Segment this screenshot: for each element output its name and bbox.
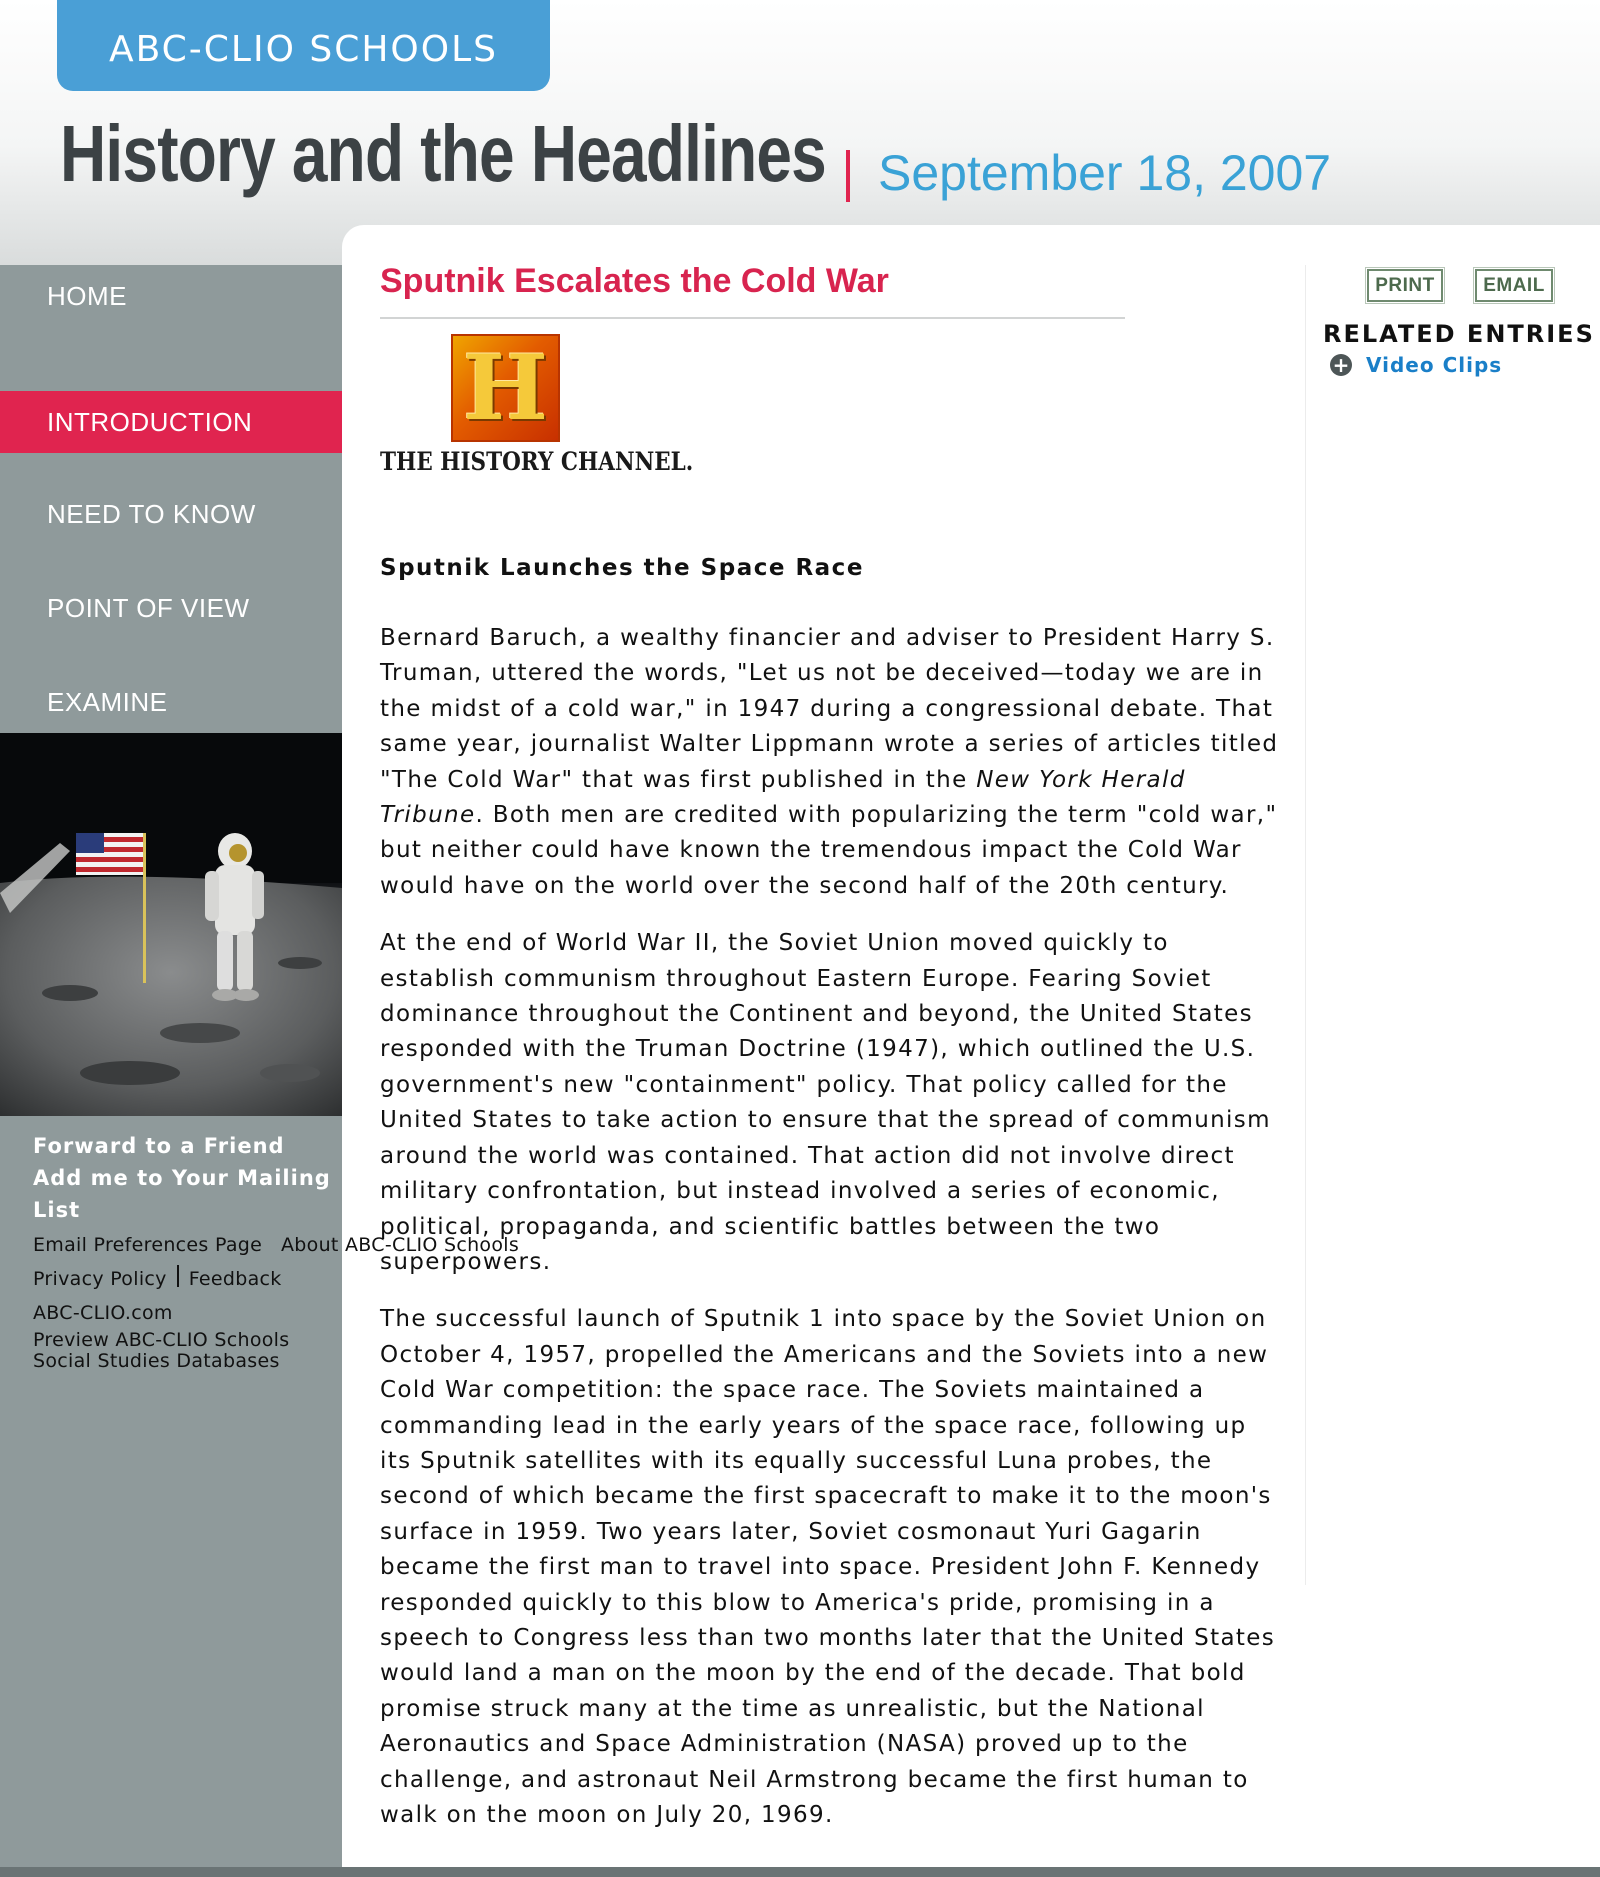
nav-item-examine[interactable]: EXAMINE	[47, 686, 168, 717]
nav-item-introduction[interactable]: INTRODUCTION	[0, 391, 342, 453]
paragraph-3: The successful launch of Sputnik 1 into space by the Soviet Union on October 4, 1957, propelled the Americans and the Soviets into a new Cold War competition: the space race. The Soviets maintained a commanding lead in the early years of the space race, following up its Sputnik satellites with its equally successful Luna probes, the second of which became the first spacecraft to make it to the moon's surface in 1959. Two years later, Soviet cosmonaut Yuri Gagarin became the first man to travel into space. President John F. Kennedy responded quickly to this blow to America's pride, promising in a speech to Congress less than two months later that the United States would land a man on the moon by the end of the decade. That bold promise struck many at the time as unrealistic, but the National Aeronautics and Space Administration (NASA) proved up to the challenge, and astronaut Neil Armstrong became the first human to walk on the moon on July 20, 1969.	[380, 1306, 1276, 1828]
paragraph-2: At the end of World War II, the Soviet Union moved quickly to establish communism throughout Eastern Europe. Fearing Soviet dominance throughout the Continent and beyond, the United States responded with the Truman Doctrine (1947), which outlined the U.S. government's new "containment" policy. That policy called for the United States to take action to ensure that the spread of communism around the world was contained. That action did not involve direct military confrontation, but instead involved a series of economic, political, propaganda, and scientific battles between the two superpowers.	[380, 930, 1271, 1275]
site-title: History and the Headlines	[60, 109, 826, 198]
footer-links	[33, 1130, 520, 1372]
brand-logo[interactable]: ABC-CLIO SCHOOLS	[57, 0, 550, 91]
feedback-link[interactable]: Feedback	[188, 1268, 282, 1290]
email-button[interactable]: EMAIL	[1475, 269, 1553, 302]
mailing-list-link[interactable]: Add me to Your Mailing List	[33, 1166, 331, 1222]
paragraph-1-text-end: . Both men are credited with popularizing the term "cold war," but neither could have known the tremendous impact the Cold War would have on the world over the second half of the 20th century.	[380, 802, 1278, 899]
history-channel-logo	[380, 334, 694, 479]
left-nav	[0, 265, 342, 733]
title-divider	[380, 317, 1125, 319]
issue-date: September 18, 2007	[878, 145, 1332, 201]
article-body	[380, 621, 1285, 1855]
bottom-bar	[0, 1867, 1600, 1877]
nav-item-point-of-view[interactable]: POINT OF VIEW	[47, 592, 250, 623]
abc-clio-link[interactable]: ABC-CLIO.com	[33, 1302, 173, 1324]
link-separator	[177, 1265, 179, 1287]
print-button[interactable]: PRINT	[1367, 269, 1443, 302]
section-heading: Sputnik Launches the Space Race	[380, 555, 864, 581]
moon-landing-photo	[0, 733, 342, 1116]
publication-name: New York Herald Tribune	[380, 766, 1186, 829]
nav-item-home[interactable]: HOME	[47, 280, 127, 311]
history-channel-h-icon	[451, 334, 560, 442]
article-title: Sputnik Escalates the Cold War	[380, 262, 889, 300]
paragraph-1	[380, 621, 1285, 904]
privacy-policy-link[interactable]: Privacy Policy	[33, 1268, 167, 1290]
email-preferences-link[interactable]: Email Preferences Page	[33, 1234, 263, 1256]
preview-databases-link[interactable]: Preview ABC-CLIO Schools Social Studies Databases	[33, 1329, 290, 1372]
paragraph-1-text: Bernard Baruch, a wealthy financier and adviser to President Harry S. Truman, uttered the words, "Let us not be deceived—today we are in the midst of a cold war," in 1947 during a congressional debate. That same year, journalist Walter Lippmann wrote a series of articles titled "The Cold War" that was first published in the	[380, 625, 1279, 793]
plus-circle-icon[interactable]: +	[1330, 354, 1352, 376]
logo-letter: H	[462, 335, 549, 441]
forward-to-friend-link[interactable]: Forward to a Friend	[33, 1134, 285, 1158]
history-channel-name: THE HISTORY CHANNEL.	[380, 447, 694, 476]
nav-item-need-to-know[interactable]: NEED TO KNOW	[47, 498, 256, 529]
right-column-divider	[1305, 265, 1306, 1585]
title-separator	[846, 150, 850, 202]
video-clips-link[interactable]: Video Clips	[1366, 353, 1503, 377]
related-entries-heading: RELATED ENTRIES	[1323, 320, 1595, 348]
related-item-video-clips[interactable]	[1330, 353, 1502, 377]
us-flag-icon	[76, 833, 143, 875]
about-link[interactable]: About ABC-CLIO Schools	[281, 1234, 520, 1256]
